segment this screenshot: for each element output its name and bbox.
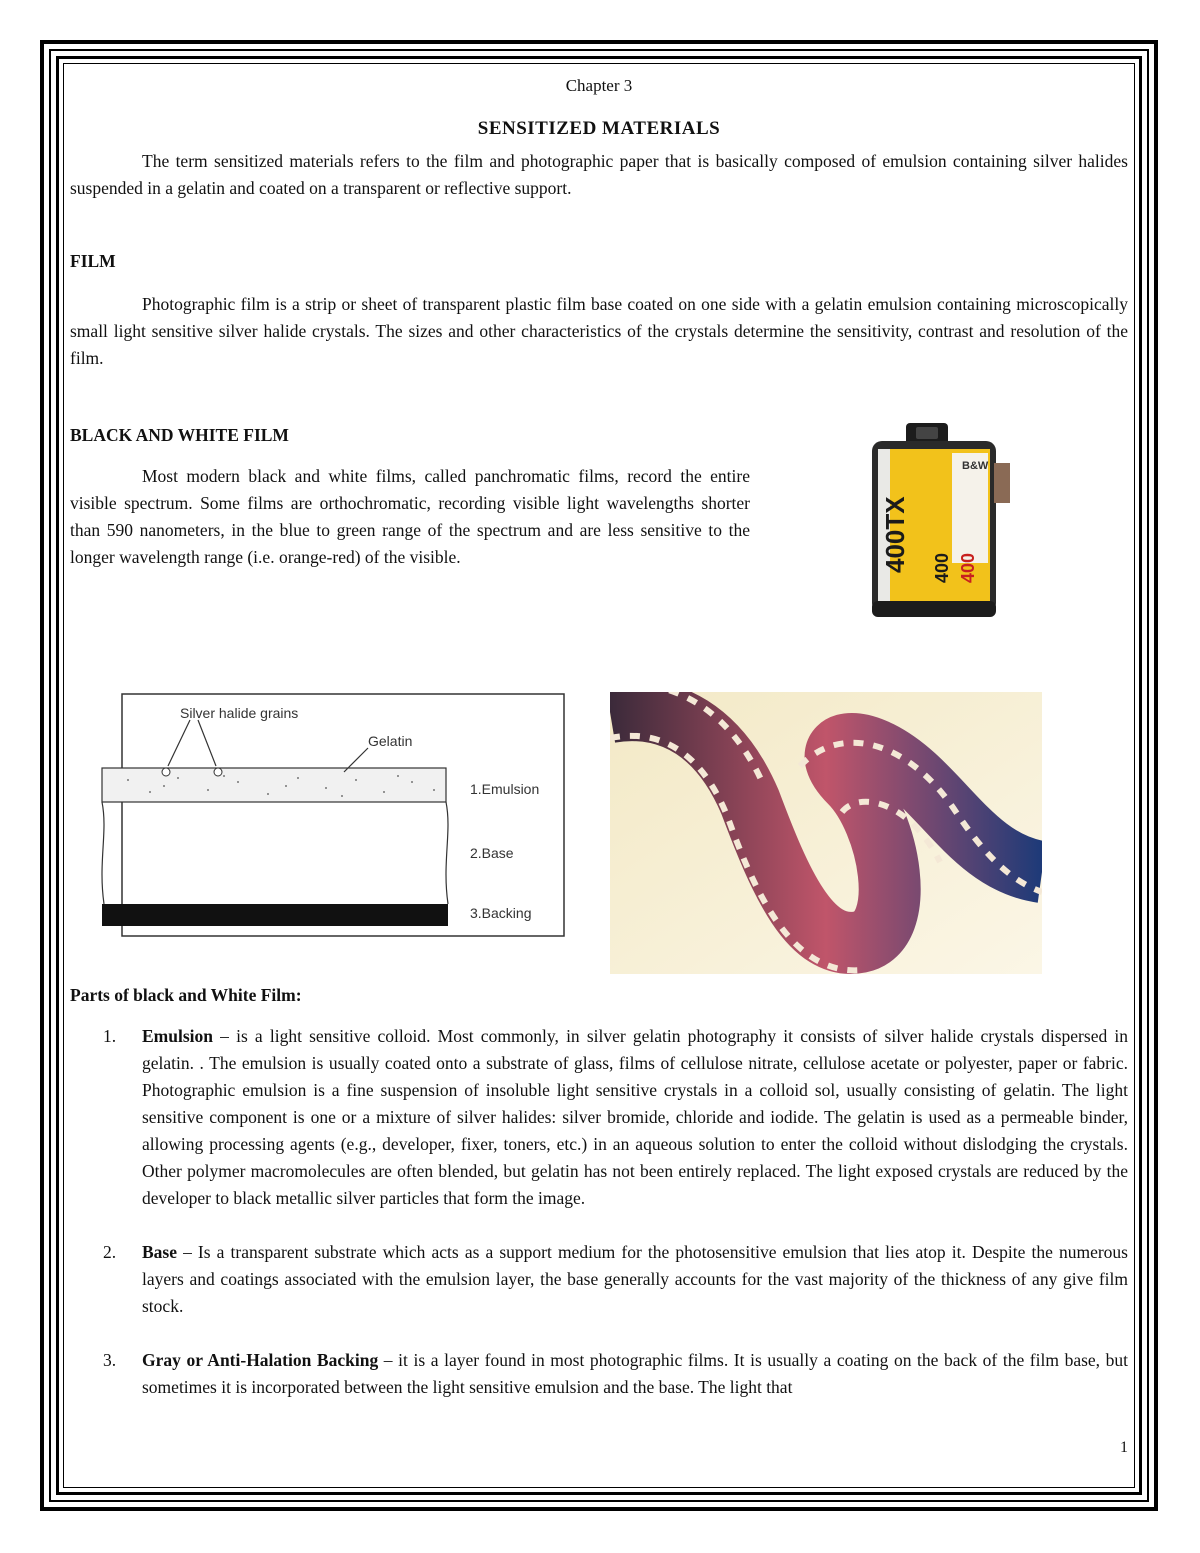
can-speed-2: 400 — [958, 552, 978, 583]
film-layer-diagram — [98, 692, 572, 938]
parts-heading: Parts of black and White Film: — [70, 985, 302, 1005]
layer-backing-label: 3.Backing — [470, 905, 532, 921]
list-number: 1. — [103, 1026, 117, 1046]
list-number: 3. — [103, 1350, 117, 1370]
intro-paragraph: The term sensitized materials refers to the film and photographic paper that is basically composed of emulsion containing silver halides suspended in a gelatin and coated on a transparent or reflective support. — [70, 151, 1128, 198]
definition: – is a light sensitive colloid. Most commonly, in silver gelatin photography it consists of silver halide crystals dispersed in gelatin. . The emulsion is usually coated onto a substrate of glass, films of cellulose nitrate, cellulose acetate or polyester, paper or fabric. Photographic emulsion is a fine suspension of insoluble light sensitive crystals in a colloid sol, usually consisting of gelatin. The light sensitive component is one or a mixture of silver halides: silver bromide, chloride and iodide. The gelatin is used as a permeable binder, allowing processing agents (e.g., developer, fixer, toners, etc.) in an aqueous solution to enter the colloid without dislodging the crystals. Other polymer macromolecules are often blended, but gelatin has not been entirely replaced. The light exposed crystals are reduced by the developer to black metallic silver particles that form the image. — [142, 1026, 1128, 1208]
bw-film-heading: BLACK AND WHITE FILM — [70, 425, 289, 445]
list-item — [70, 1239, 1128, 1320]
film-strip-photo — [610, 692, 1042, 974]
grains-label: Silver halide grains — [180, 705, 299, 721]
parts-section — [70, 982, 1128, 1428]
page-title: SENSITIZED MATERIALS — [477, 118, 721, 139]
bw-section — [70, 449, 1128, 629]
film-canister-image — [862, 423, 1020, 623]
figures-row — [70, 692, 1128, 982]
chapter-label: Chapter 3 — [565, 76, 633, 95]
term: Emulsion — [142, 1026, 213, 1046]
layer-base-label: 2.Base — [470, 845, 514, 861]
list-number: 2. — [103, 1242, 117, 1262]
term: Base — [142, 1242, 177, 1262]
can-name: 400TX — [880, 496, 910, 573]
term: Gray or Anti-Halation Backing — [142, 1350, 379, 1370]
list-item — [70, 1347, 1128, 1401]
definition: – Is a transparent substrate which acts as a support medium for the photosensitive emulsion that lies atop it. Despite the numerous layers and coatings associated with the emulsion layer, the base generally accounts for the vast majority of the thickness of any give film stock. — [142, 1242, 1128, 1316]
definition: – it is a layer found in most photographic films. It is usually a coating on the back of the film base, but sometimes it is incorporated between the light sensitive emulsion and the base. The light that — [142, 1350, 1128, 1397]
parts-list — [70, 1023, 1128, 1401]
film-heading: FILM — [70, 251, 116, 271]
layer-emulsion-label: 1.Emulsion — [470, 781, 540, 797]
gelatin-label: Gelatin — [368, 733, 413, 749]
bw-film-paragraph: Most modern black and white films, called panchromatic films, record the entire visible spectrum. Some films are orthochromatic, recording visible light wavelengths shorter than 590 nanometers, in the blue to green range of the spectrum and are less sensitive to the longer wavelength range (i.e. orange-red) of the visible. — [70, 466, 750, 567]
can-speed: 400 — [932, 552, 952, 583]
page-number: 1 — [1120, 1439, 1128, 1456]
page-content — [70, 72, 1128, 1456]
list-item — [70, 1023, 1128, 1212]
can-brand: B&W — [962, 460, 989, 472]
film-paragraph: Photographic film is a strip or sheet of transparent plastic film base coated on one side with a gelatin emulsion containing microscopically small light sensitive silver halide crystals. The sizes and other characteristics of the crystals determine the sensitivity, contrast and resolution of the film. — [70, 294, 1128, 368]
